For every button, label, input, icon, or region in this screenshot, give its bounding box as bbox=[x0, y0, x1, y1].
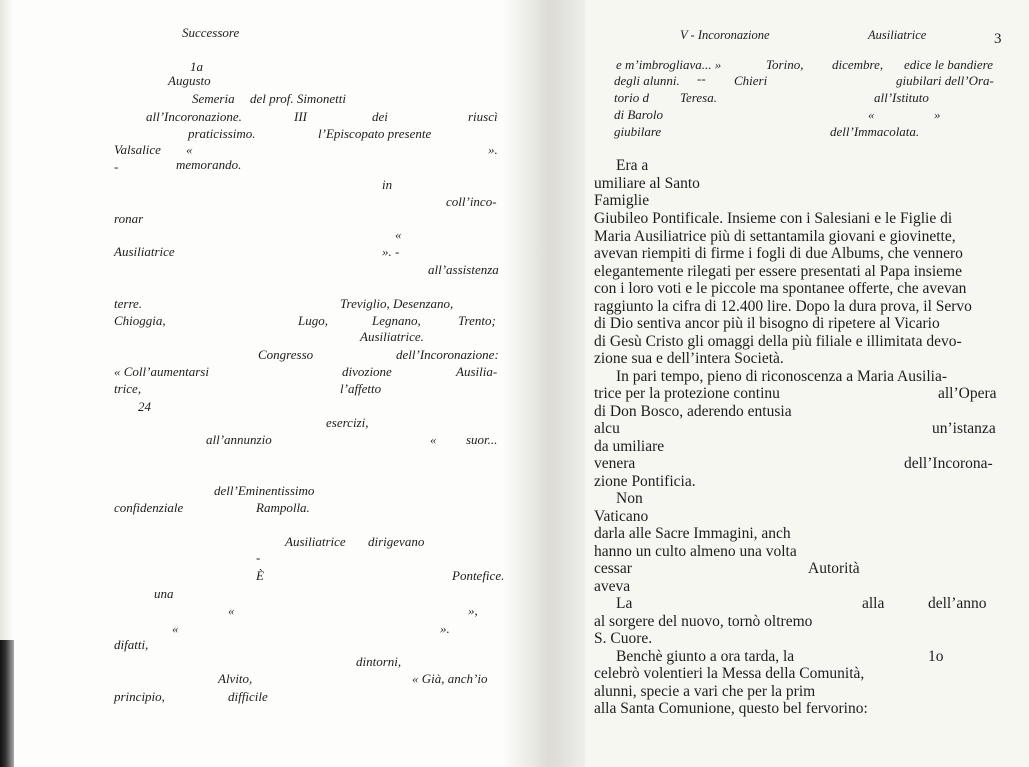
text-fragment: al sorgere del nuovo, tornò oltremo bbox=[594, 613, 813, 630]
text-fragment: 1a bbox=[190, 59, 203, 74]
text-fragment: di Dio sentiva ancor più il bisogno di ripetere al Vicario bbox=[594, 315, 940, 332]
page-edge bbox=[0, 0, 12, 640]
text-fragment: di Don Bosco, aderendo entusia bbox=[594, 403, 792, 420]
text-fragment: coll’inco- bbox=[446, 194, 497, 209]
text-fragment: Lugo, bbox=[298, 313, 328, 328]
text-fragment: zione Pontificia. bbox=[594, 473, 696, 490]
text-fragment: « bbox=[395, 227, 402, 242]
text-fragment: un’istanza bbox=[932, 420, 996, 437]
text-fragment: dell’anno bbox=[928, 595, 987, 612]
text-fragment: Pontefice. bbox=[452, 568, 505, 583]
text-fragment: ». bbox=[488, 142, 498, 157]
text-fragment: Era a bbox=[616, 157, 649, 174]
text-fragment: Vaticano bbox=[594, 508, 649, 525]
text-fragment: In pari tempo, pieno di riconoscenza a Maria Ausilia- bbox=[616, 368, 947, 385]
text-fragment: dei bbox=[372, 109, 388, 124]
text-fragment: Ausilia- bbox=[456, 364, 498, 379]
text-fragment: ». bbox=[440, 621, 450, 636]
text-fragment: La bbox=[616, 595, 633, 612]
text-fragment: hanno un culto almeno una volta bbox=[594, 543, 797, 560]
text-fragment: l’Episcopato presente bbox=[318, 126, 432, 141]
text-fragment: « bbox=[430, 432, 437, 447]
text-fragment: È bbox=[256, 568, 264, 583]
text-fragment: Valsalice bbox=[114, 142, 161, 157]
text-fragment: Non bbox=[616, 490, 643, 507]
text-fragment: suor... bbox=[466, 432, 498, 447]
text-fragment: all’Incoronazione. bbox=[146, 109, 242, 124]
text-fragment: -- bbox=[697, 71, 706, 86]
text-fragment: « bbox=[186, 142, 193, 157]
text-fragment: « Già, anch’io bbox=[412, 671, 488, 686]
text-fragment: Teresa. bbox=[680, 90, 717, 105]
text-fragment: Giubileo Pontificale. Insieme con i Salesiani e le Figlie di bbox=[594, 210, 953, 227]
text-fragment: edice le bandiere bbox=[904, 57, 994, 72]
text-fragment: Torino, bbox=[766, 57, 804, 72]
text-fragment: Ausiliatrice bbox=[285, 534, 346, 549]
text-fragment: - bbox=[256, 550, 261, 565]
text-fragment: darla alle Sacre Immagini, anch bbox=[594, 525, 791, 542]
text-fragment: III bbox=[294, 109, 307, 124]
text-fragment: « bbox=[228, 603, 235, 618]
text-fragment: l’affetto bbox=[340, 381, 382, 396]
text-fragment: alunni, specie a vari che per la prim bbox=[594, 683, 816, 700]
text-fragment: Rampolla. bbox=[256, 500, 310, 515]
text-fragment: dell’Immacolata. bbox=[830, 124, 920, 139]
text-fragment: Semeria bbox=[192, 91, 235, 106]
text-fragment: divozione bbox=[342, 364, 392, 379]
text-fragment: ronar bbox=[114, 211, 144, 226]
text-fragment: zione sua e dell’intera Società. bbox=[594, 350, 784, 367]
text-fragment: dintorni, bbox=[356, 654, 402, 669]
book-spine-shadow bbox=[0, 640, 14, 767]
text-fragment: all’Opera bbox=[938, 385, 997, 402]
text-fragment: esercizi, bbox=[326, 415, 369, 430]
text-fragment: cessar bbox=[594, 560, 632, 577]
text-fragment: 1o bbox=[928, 648, 944, 665]
text-fragment: di Barolo bbox=[614, 107, 663, 122]
text-fragment: da umiliare bbox=[594, 438, 665, 455]
text-fragment: trice, bbox=[114, 381, 142, 396]
text-fragment: Maria Ausiliatrice più di settantamila giovani e giovinette, bbox=[594, 228, 956, 245]
text-fragment: « Coll’aumentarsi bbox=[114, 364, 209, 379]
text-fragment: confidenziale bbox=[114, 500, 184, 515]
text-fragment: celebrò volentieri la Messa della Comunità, bbox=[594, 665, 865, 682]
text-fragment: alla bbox=[862, 595, 885, 612]
text-fragment: Augusto bbox=[168, 73, 211, 88]
text-fragment: « bbox=[868, 107, 875, 122]
text-fragment: memorando. bbox=[176, 157, 242, 172]
book-gutter bbox=[505, 0, 585, 767]
text-fragment: di Gesù Cristo gli omaggi della più filiale e illimitata devo- bbox=[594, 333, 962, 350]
text-fragment: all’Istituto bbox=[874, 90, 929, 105]
text-fragment: Ausiliatrice. bbox=[360, 329, 424, 344]
text-fragment: Treviglio, Desenzano, bbox=[340, 296, 454, 311]
text-fragment: Alvito, bbox=[218, 671, 253, 686]
text-fragment: del prof. Simonetti bbox=[250, 91, 346, 106]
text-fragment: difficile bbox=[228, 689, 268, 704]
text-fragment: - bbox=[114, 159, 119, 174]
text-fragment: dicembre, bbox=[832, 57, 884, 72]
text-fragment: terre. bbox=[114, 296, 143, 311]
text-fragment: Legnano, bbox=[372, 313, 421, 328]
text-fragment: una bbox=[154, 586, 174, 601]
text-fragment: umiliare al Santo bbox=[594, 175, 700, 192]
text-fragment: » bbox=[934, 107, 941, 122]
text-fragment: Trento; bbox=[458, 313, 496, 328]
text-fragment: Famiglie bbox=[594, 192, 650, 209]
text-fragment: giubilari dell’Ora- bbox=[896, 73, 994, 88]
text-fragment: Congresso bbox=[258, 347, 314, 362]
text-fragment: giubilare bbox=[614, 124, 662, 139]
text-fragment: all’assistenza bbox=[428, 262, 499, 277]
text-fragment: trice per la protezione continu bbox=[594, 385, 780, 402]
text-fragment: S. Cuore. bbox=[594, 630, 653, 647]
text-fragment: Benchè giunto a ora tarda, la bbox=[616, 648, 795, 665]
text-fragment: in bbox=[382, 177, 393, 192]
text-fragment: principio, bbox=[114, 689, 165, 704]
text-fragment: aveva bbox=[594, 578, 631, 595]
text-fragment: dell’Incorona- bbox=[904, 455, 993, 472]
text-fragment: Ausiliatrice bbox=[114, 244, 175, 259]
text-fragment: riuscì bbox=[468, 109, 498, 124]
text-fragment: Autorità bbox=[808, 560, 860, 577]
text-fragment: difatti, bbox=[114, 637, 149, 652]
text-fragment: ». - bbox=[382, 244, 400, 259]
running-header-section: V - Incoronazione bbox=[680, 28, 770, 42]
text-fragment: 24 bbox=[138, 399, 151, 414]
text-fragment: Successore bbox=[182, 25, 240, 40]
text-fragment: venera bbox=[594, 455, 636, 472]
page-number: 3 bbox=[994, 31, 1002, 47]
text-fragment: torio d bbox=[614, 90, 650, 105]
text-fragment: elegantemente rilegati per essere presentati al Papa insieme bbox=[594, 263, 962, 280]
text-fragment: raggiunto la cifra di 12.400 lire. Dopo la dura prova, il Servo bbox=[594, 298, 972, 315]
text-fragment: dell’Eminentissimo bbox=[214, 483, 315, 498]
text-fragment: Chieri bbox=[734, 73, 768, 88]
running-header-word: Ausiliatrice bbox=[868, 28, 927, 42]
text-fragment: praticissimo. bbox=[188, 126, 256, 141]
text-fragment: con i loro voti e le piccole ma spontanee offerte, che avevan bbox=[594, 280, 967, 297]
text-fragment: e m’imbrogliava... » bbox=[616, 57, 722, 72]
text-fragment: degli alunni. bbox=[614, 73, 680, 88]
text-fragment: alcu bbox=[594, 420, 620, 437]
text-fragment: dirigevano bbox=[368, 534, 425, 549]
text-fragment: dell’Incoronazione: bbox=[396, 347, 499, 362]
text-fragment: all’annunzio bbox=[206, 432, 272, 447]
text-fragment: alla Santa Comunione, questo bel fervorino: bbox=[594, 700, 868, 717]
text-fragment: avevan riempiti di firme i fogli di due Albums, che vennero bbox=[594, 245, 963, 262]
text-fragment: « bbox=[172, 621, 179, 636]
text-fragment: Chioggia, bbox=[114, 313, 166, 328]
text-fragment: », bbox=[468, 603, 478, 618]
